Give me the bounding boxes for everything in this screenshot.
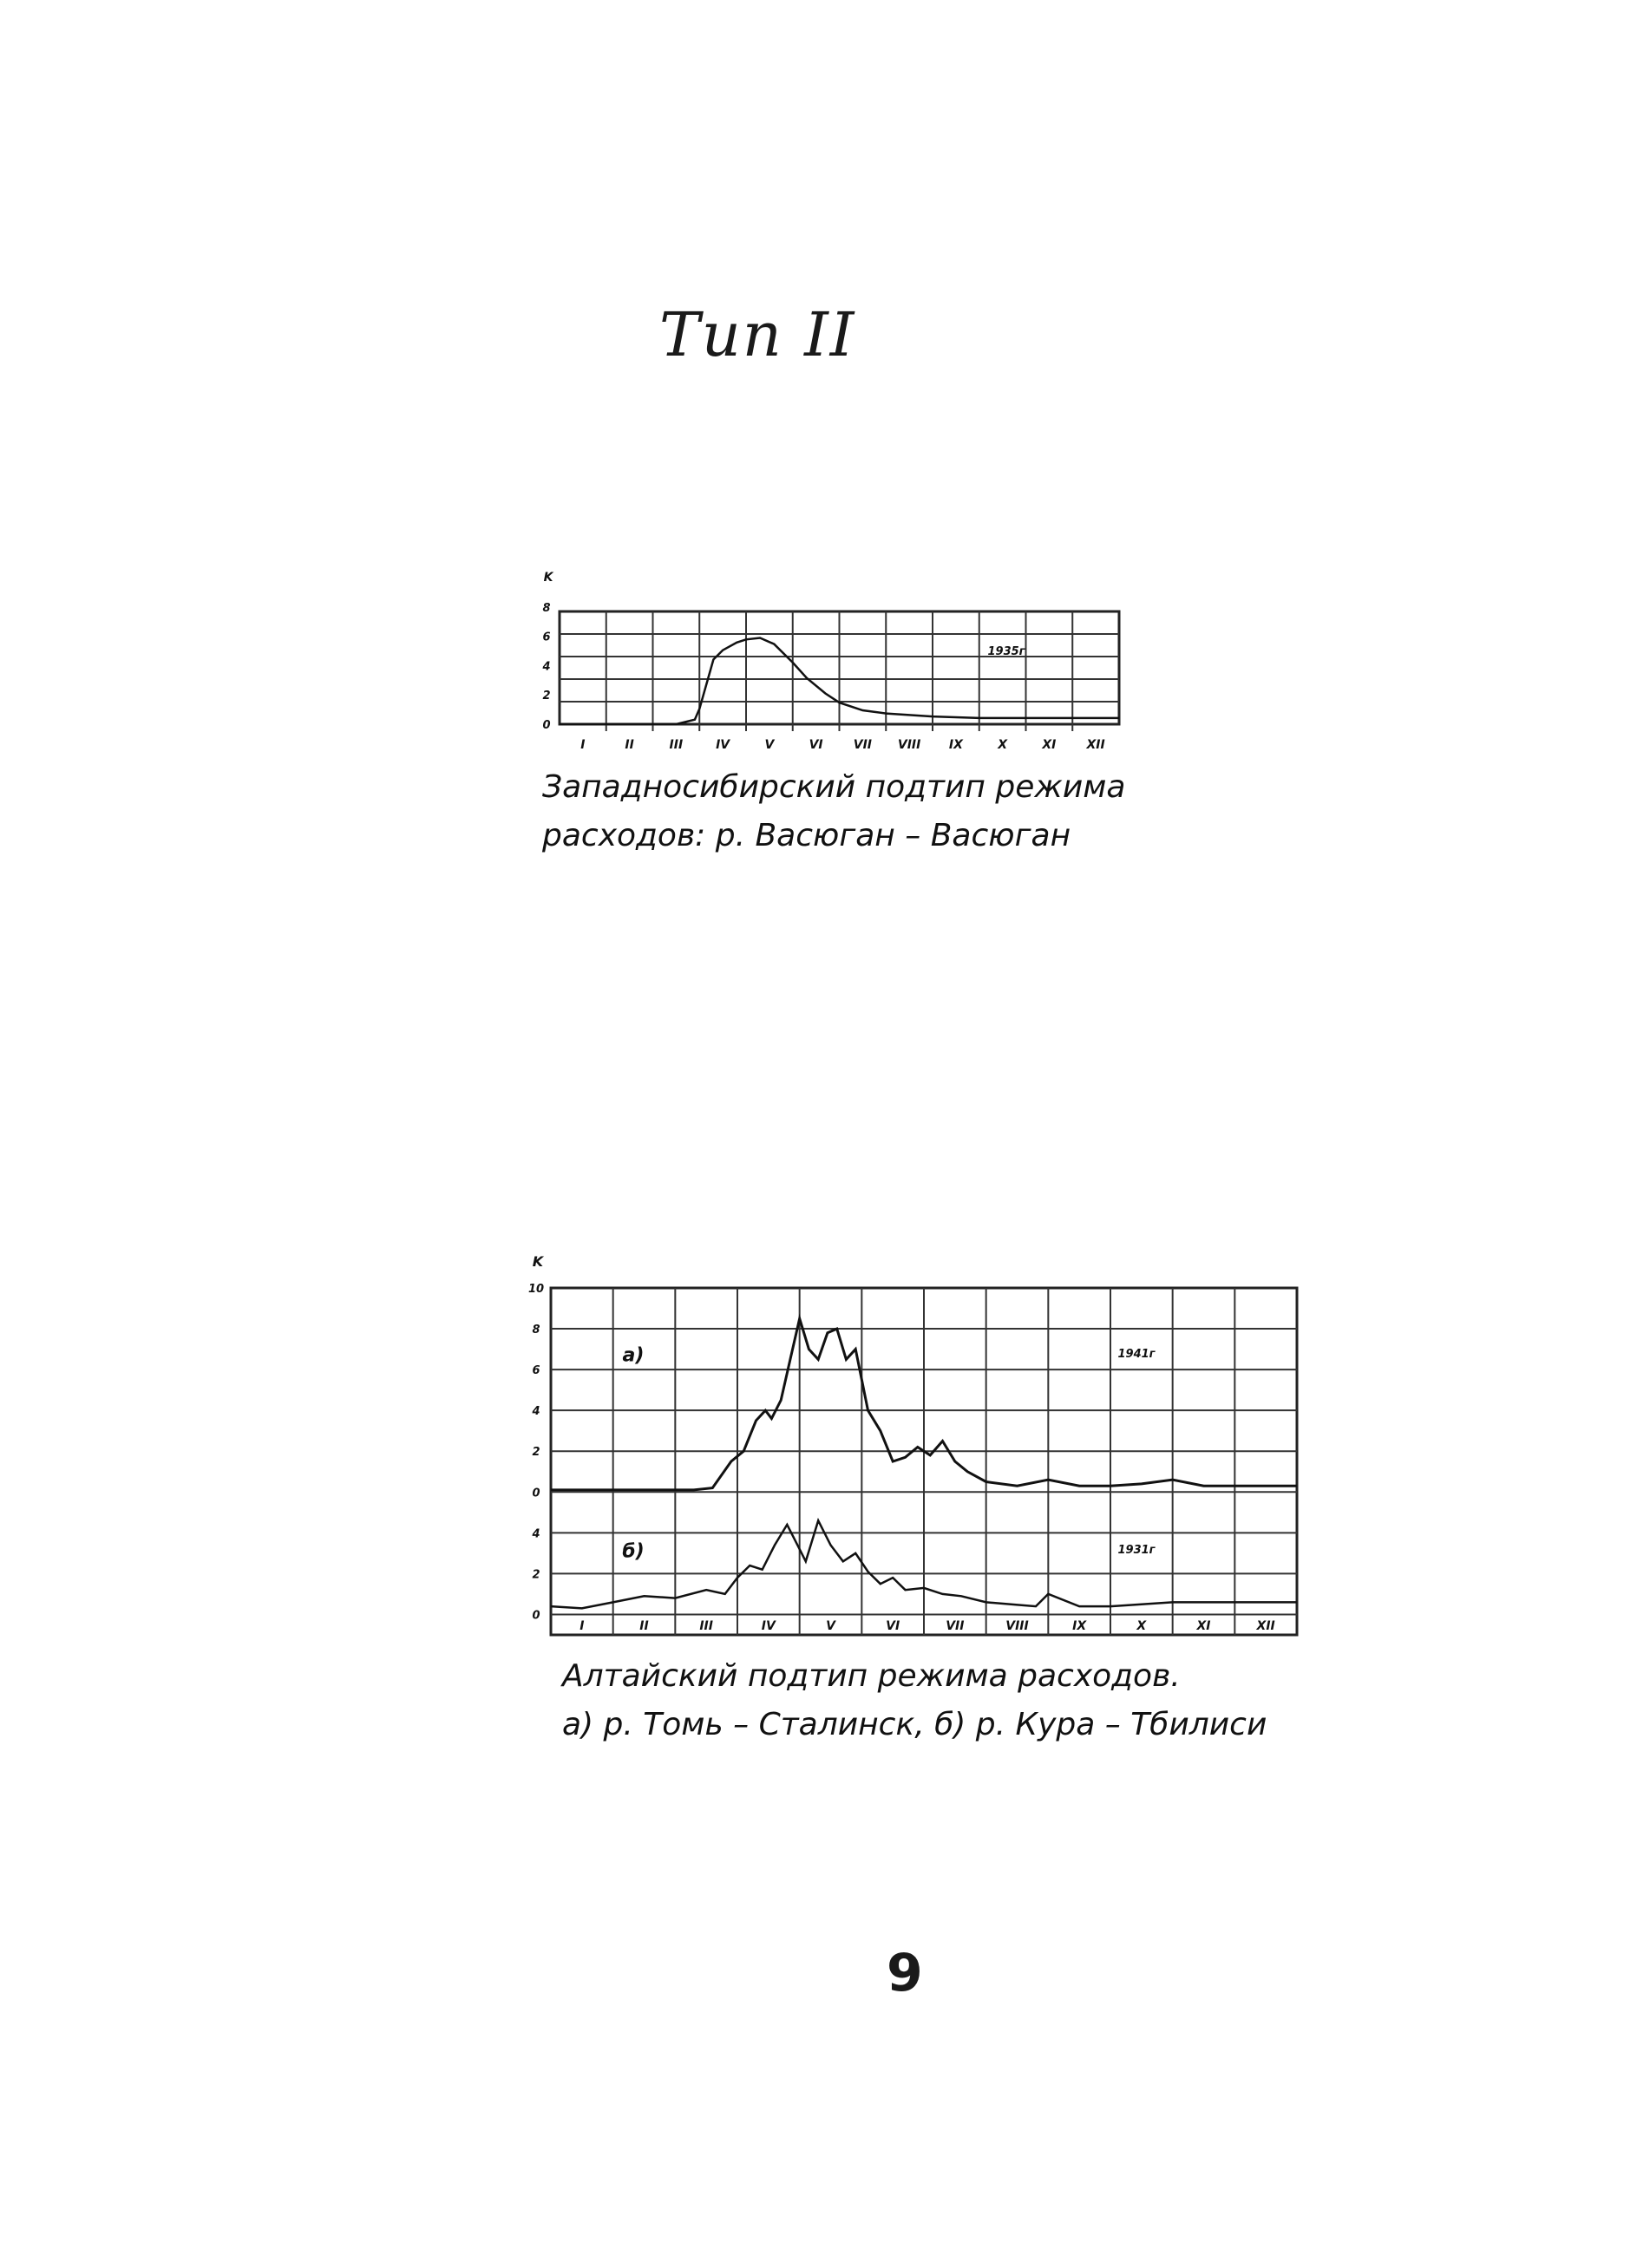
chart2-xtick: I [579,1619,585,1633]
chart1-xtick: VII [853,738,873,750]
chart1-ylabel: K [543,571,553,585]
chart2-year-a: 1941г [1117,1348,1156,1361]
figure1-caption-line-1: Западносибирский подтип режима [542,769,1126,805]
chart1-xtick: VIII [897,738,921,750]
chart2-ytick-a: 0 [532,1487,540,1500]
chart2-xtick: III [699,1619,713,1633]
chart-tom-kura [512,1249,1310,1648]
chart2-label-b: б) [622,1540,645,1563]
chart2-ytick-a: 2 [532,1446,540,1460]
chart1-year-label: 1935г [987,645,1025,658]
chart1-ytick: 4 [542,660,551,674]
chart2-label-a: а) [622,1344,645,1367]
chart2-xtick: V [826,1619,835,1633]
chart1-xtick: I [580,738,586,750]
chart1-xtick: II [625,738,634,750]
chart-vasyugan [538,564,1128,750]
chart1-ytick: 2 [542,690,551,703]
chart1-xtick: XI [1042,738,1057,750]
chart2-xtick: VIII [1005,1619,1029,1633]
figure2-caption-line-1: Алтайский подтип режима расходов. [562,1658,1181,1694]
figure1-caption [542,763,1125,860]
chart1-xtick: V [764,738,775,750]
chart2-xtick: IX [1072,1619,1087,1633]
chart2-ytick-b: 2 [532,1568,540,1582]
chart2-ylabel: K [532,1253,544,1270]
chart2-xtick: XII [1256,1619,1275,1633]
chart1-ytick: 0 [542,719,551,732]
page-title: Тип II [659,299,856,370]
chart1-xtick: III [669,738,684,750]
chart2-ytick-a: 4 [532,1405,540,1419]
figure2-caption-line-2: а) р. Томь – Сталинск, б) р. Кура – Тбилиси [562,1707,1267,1742]
chart2-xtick: VI [886,1619,900,1633]
chart2-xtick: X [1136,1619,1147,1633]
page-number: 9 [887,1943,923,2003]
chart2-xtick: IV [761,1619,776,1633]
figure1-caption-line-2: расходов: р. Васюган – Васюган [542,818,1071,853]
chart2-xtick: XI [1196,1619,1211,1633]
chart1-xtick: X [998,738,1008,750]
chart2-ytick-b: 0 [532,1609,540,1623]
chart2-ytick-a: 8 [532,1324,540,1337]
chart2-year-b: 1931г [1117,1543,1156,1557]
chart1-ytick: 6 [542,631,551,644]
chart2-ytick-a: 10 [527,1283,545,1296]
chart1-xtick: VI [809,738,823,750]
chart1-xtick: IX [948,738,963,750]
chart1-xtick: IV [716,738,730,750]
chart1-xtick: XII [1086,738,1105,750]
chart2-xtick: VII [946,1619,965,1633]
chart2-ytick-a: 6 [532,1364,540,1378]
chart2-ytick-b: 4 [532,1527,540,1541]
chart2-xtick: II [639,1619,649,1633]
chart1-ytick: 8 [542,601,551,615]
figure2-caption [562,1652,1267,1749]
